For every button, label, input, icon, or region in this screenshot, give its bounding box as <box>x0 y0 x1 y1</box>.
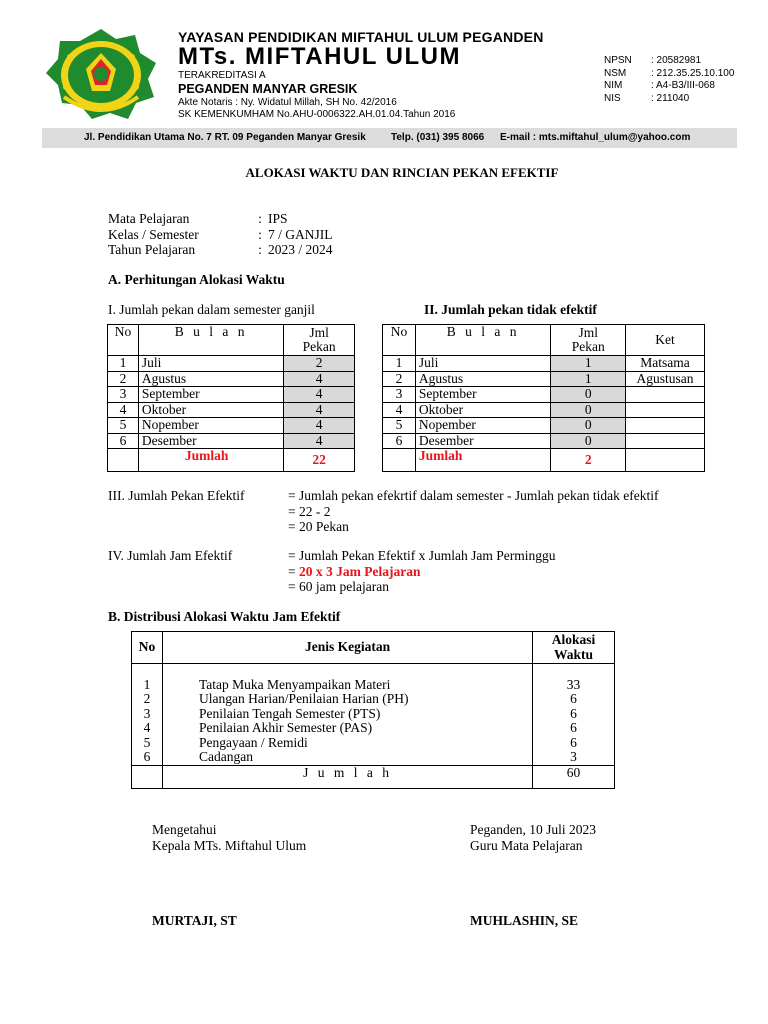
row-allocation: 3 <box>533 750 615 765</box>
identifier-key: NIM <box>604 80 623 91</box>
identifier-value: : A4-B3/III-068 <box>651 80 715 91</box>
identifier-value: : 20582981 <box>651 55 702 66</box>
identifier-key: NPSN <box>604 55 632 66</box>
table-row <box>132 707 615 722</box>
row-activity: Ulangan Harian/Penilaian Harian (PH) <box>162 692 532 707</box>
row-activity: Cadangan <box>162 750 532 765</box>
table-row <box>108 418 355 434</box>
table-row <box>132 750 615 765</box>
meta-sep: : <box>258 226 262 242</box>
address-bar <box>42 128 737 148</box>
phone-text: Telp. (031) 395 8066 <box>391 132 485 143</box>
foundation-name: YAYASAN PENDIDIKAN MIFTAHUL ULUM PEGANDEN <box>178 29 544 45</box>
total-label: Jumlah <box>138 449 283 472</box>
row-weeks: 4 <box>284 371 355 387</box>
total-row <box>108 449 355 472</box>
row-no: 3 <box>132 707 163 722</box>
table-row <box>383 433 705 449</box>
col-header-no: No <box>108 325 139 356</box>
table-row <box>383 356 705 372</box>
row-no: 4 <box>108 402 139 418</box>
weeks-in-semester-table <box>107 324 355 472</box>
table-row <box>383 402 705 418</box>
calc-label: III. Jumlah Pekan Efektif <box>108 488 245 503</box>
col-header-allocation-line2: Waktu <box>554 646 594 662</box>
row-month: Oktober <box>138 402 283 418</box>
meta-key: Tahun Pelajaran <box>108 242 196 257</box>
col-header-weeks <box>551 325 626 356</box>
row-month: Agustus <box>138 371 283 387</box>
identifier-row <box>604 80 734 93</box>
row-weeks: 4 <box>284 433 355 449</box>
table-row <box>108 433 355 449</box>
total-value: 22 <box>284 449 355 472</box>
row-no: 6 <box>132 750 163 765</box>
row-no: 6 <box>383 433 416 449</box>
effective-hours-calc <box>108 548 555 595</box>
row-month: Desember <box>415 433 550 449</box>
row-month: Juli <box>138 356 283 372</box>
col-header-weeks-line2: Pekan <box>571 339 605 354</box>
document-meta <box>108 211 333 258</box>
row-allocation: 6 <box>533 736 615 751</box>
col-header-weeks-line1: Jml <box>309 324 329 340</box>
row-no: 1 <box>383 356 416 372</box>
school-logo <box>40 27 162 123</box>
signature-left-line1: Mengetahui <box>152 822 217 837</box>
calc-line: = 22 - 2 <box>288 503 331 519</box>
email-text: E-mail : mts.miftahul_ulum@yahoo.com <box>500 132 691 143</box>
school-name: MTs. MIFTAHUL ULUM <box>178 43 461 70</box>
total-row <box>383 449 705 472</box>
row-no: 4 <box>383 402 416 418</box>
table-row <box>108 402 355 418</box>
total-label: J u m l a h <box>162 765 532 788</box>
effective-weeks-calc <box>108 488 658 535</box>
row-allocation: 6 <box>533 721 615 736</box>
identifier-key: NSM <box>604 67 627 79</box>
row-no: 3 <box>108 387 139 403</box>
row-weeks: 4 <box>284 418 355 434</box>
row-month: Agustus <box>415 371 550 387</box>
row-month: September <box>138 387 283 403</box>
identifier-row <box>604 68 734 81</box>
col-header-weeks <box>284 325 355 356</box>
row-no: 2 <box>108 371 139 387</box>
row-no: 3 <box>383 387 416 403</box>
row-allocation: 33 <box>533 678 615 693</box>
signature-right-line2: Guru Mata Pelajaran <box>470 837 583 853</box>
row-no: 5 <box>383 418 416 434</box>
table-row <box>132 678 615 693</box>
calc-line: = 60 jam pelajaran <box>288 579 389 594</box>
calc-line: = 20 Pekan <box>288 519 349 534</box>
total-empty-cell <box>383 449 416 472</box>
row-month: Oktober <box>415 402 550 418</box>
row-weeks: 0 <box>551 387 626 403</box>
row-note <box>626 418 705 434</box>
meta-value: IPS <box>268 211 288 226</box>
row-weeks: 4 <box>284 387 355 403</box>
total-empty-cell <box>132 765 163 788</box>
col-header-weeks-line1: Jml <box>578 324 598 340</box>
section-a-heading: A. Perhitungan Alokasi Waktu <box>108 272 285 287</box>
total-label: Jumlah <box>415 449 550 472</box>
signature-left <box>152 822 306 853</box>
calc-eq: = <box>288 563 296 579</box>
total-row <box>132 765 615 788</box>
table1-heading: I. Jumlah pekan dalam semester ganjil <box>108 302 315 317</box>
signature-left-line2: Kepala MTs. Miftahul Ulum <box>152 837 307 853</box>
sk-text: SK KEMENKUMHAM No.AHU-0006322.AH.01.04.Tahun 2016 <box>178 109 456 120</box>
row-month: Nopember <box>138 418 283 434</box>
signature-right-line1: Peganden, 10 Juli 2023 <box>470 822 596 837</box>
row-no: 6 <box>108 433 139 449</box>
row-weeks: 2 <box>284 356 355 372</box>
time-allocation-table <box>131 631 615 789</box>
row-weeks: 0 <box>551 402 626 418</box>
col-header-no: No <box>132 632 163 664</box>
row-month: September <box>415 387 550 403</box>
total-empty-cell <box>108 449 139 472</box>
row-activity: Pengayaan / Remidi <box>162 736 532 751</box>
accreditation-text: TERAKREDITASI A <box>178 70 266 81</box>
meta-sep: : <box>258 211 262 226</box>
col-header-weeks-line2: Pekan <box>302 339 336 354</box>
table2-heading: II. Jumlah pekan tidak efektif <box>424 302 597 317</box>
calc-line: = Jumlah pekan efekrtif dalam semester - Jumlah pekan tidak efektif <box>288 488 659 503</box>
row-allocation: 6 <box>533 707 615 722</box>
table-row <box>383 418 705 434</box>
calc-label: IV. Jumlah Jam Efektif <box>108 548 233 563</box>
col-header-no: No <box>383 325 416 356</box>
row-no: 1 <box>132 678 163 693</box>
total-value: 60 <box>533 765 615 788</box>
row-month: Juli <box>415 356 550 372</box>
section-b-heading: B. Distribusi Alokasi Waktu Jam Efektif <box>108 609 341 624</box>
meta-key: Kelas / Semester <box>108 226 199 242</box>
col-header-allocation-line1: Alokasi <box>551 632 596 647</box>
row-no: 5 <box>132 736 163 751</box>
school-location: PEGANDEN MANYAR GRESIK <box>178 82 358 96</box>
row-allocation: 6 <box>533 692 615 707</box>
identifier-row <box>604 93 734 106</box>
row-activity: Tatap Muka Menyampaikan Materi <box>162 678 532 693</box>
meta-key: Mata Pelajaran <box>108 211 190 226</box>
col-header-month: B u l a n <box>138 325 283 356</box>
row-note <box>626 387 705 403</box>
table-row <box>132 721 615 736</box>
row-activity: Penilaian Akhir Semester (PAS) <box>162 721 532 736</box>
col-header-allocation <box>533 632 615 664</box>
row-weeks: 1 <box>551 371 626 387</box>
school-identifiers <box>604 55 734 105</box>
row-note: Matsama <box>626 356 705 372</box>
col-header-activity: Jenis Kegiatan <box>162 632 532 664</box>
total-empty-cell <box>626 449 705 472</box>
non-effective-weeks-table <box>382 324 705 472</box>
row-month: Nopember <box>415 418 550 434</box>
principal-name: MURTAJI, ST <box>152 913 237 928</box>
calc-highlight: 20 x 3 Jam Pelajaran <box>299 563 421 579</box>
meta-sep: : <box>258 242 262 257</box>
row-weeks: 0 <box>551 433 626 449</box>
row-no: 2 <box>383 371 416 387</box>
table-row <box>383 371 705 387</box>
row-weeks: 0 <box>551 418 626 434</box>
row-note: Agustusan <box>626 371 705 387</box>
identifier-value: : 211040 <box>651 92 690 104</box>
meta-value: 7 / GANJIL <box>268 226 333 242</box>
teacher-name: MUHLASHIN, SE <box>470 913 579 928</box>
row-note <box>626 402 705 418</box>
table-row <box>108 356 355 372</box>
col-header-month: B u l a n <box>415 325 550 356</box>
document-title: ALOKASI WAKTU DAN RINCIAN PEKAN EFEKTIF <box>245 165 559 180</box>
total-value: 2 <box>551 449 626 472</box>
row-weeks: 4 <box>284 402 355 418</box>
row-no: 4 <box>132 721 163 736</box>
row-activity: Penilaian Tengah Semester (PTS) <box>162 707 532 722</box>
notary-text: Akte Notaris : Ny. Widatul Millah, SH No. 42/2016 <box>178 97 397 108</box>
calc-line: = Jumlah Pekan Efektif x Jumlah Jam Perminggu <box>288 548 556 563</box>
table-row <box>108 387 355 403</box>
address-text: Jl. Pendidikan Utama No. 7 RT. 09 Peganden Manyar Gresik <box>84 132 366 143</box>
identifier-key: NIS <box>604 92 621 104</box>
table-row <box>108 371 355 387</box>
table-row <box>132 736 615 751</box>
table-row <box>383 387 705 403</box>
row-no: 2 <box>132 692 163 707</box>
row-no: 1 <box>108 356 139 372</box>
row-weeks: 1 <box>551 356 626 372</box>
row-note <box>626 433 705 449</box>
identifier-row <box>604 55 734 68</box>
signature-right <box>470 822 596 853</box>
col-header-note: Ket <box>626 325 705 356</box>
meta-value: 2023 / 2024 <box>268 242 333 257</box>
row-no: 5 <box>108 418 139 434</box>
table-row <box>132 692 615 707</box>
row-month: Desember <box>138 433 283 449</box>
identifier-value: : 212.35.25.10.100 <box>651 67 735 79</box>
